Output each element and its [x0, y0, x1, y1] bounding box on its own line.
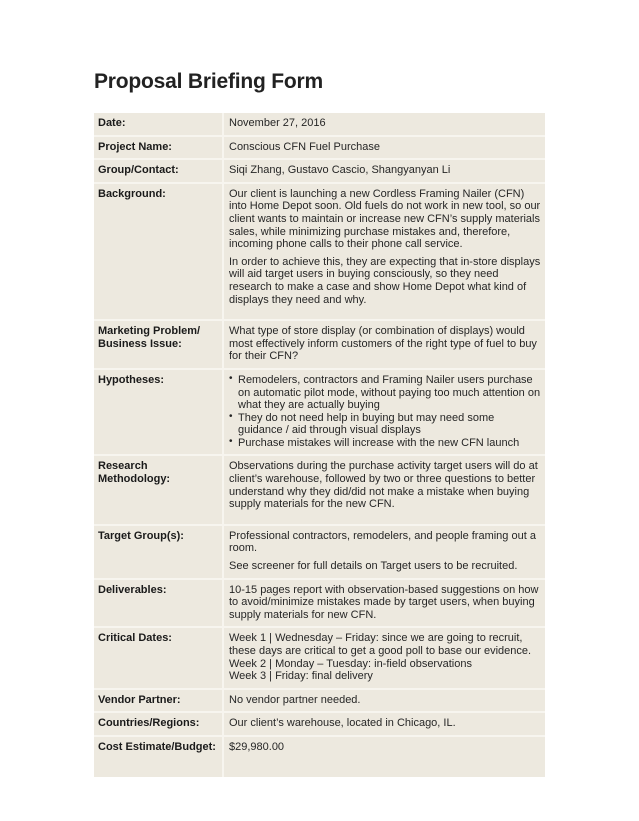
field-value-target-groups	[224, 526, 545, 580]
field-label-line: Research	[98, 460, 148, 473]
field-label: Project Name:	[94, 137, 224, 161]
table-row-critical-dates	[94, 628, 545, 689]
critical-date-line: Week 3 | Friday: final delivery	[229, 670, 373, 683]
field-label-line: Methodology:	[98, 473, 171, 486]
field-label: Date:	[94, 113, 224, 137]
field-value-deliverables: 10-15 pages report with observation-based suggestions on how to avoid/minimize mistakes made by target users, when buying supply materials for new CFN.	[224, 580, 545, 629]
table-row-hypotheses	[94, 370, 545, 457]
field-label-line: Marketing Problem/	[98, 325, 201, 338]
field-value-countries-regions: Our client’s warehouse, located in Chicago, IL.	[224, 713, 545, 737]
list-item: • Remodelers, contractors and Framing Nailer users purchase on automatic pilot mode, without paying too much attention on what they are actually buying	[229, 374, 541, 412]
field-label	[94, 456, 224, 525]
field-value-project-name: Conscious CFN Fuel Purchase	[224, 137, 545, 161]
field-value-date: November 27, 2016	[224, 113, 545, 137]
table-row-deliverables	[94, 580, 545, 629]
table-row-marketing-problem	[94, 321, 545, 370]
table-row-target-groups	[94, 526, 545, 580]
list-item: • They do not need help in buying but may need some guidance / aid through visual displays	[229, 412, 541, 437]
target-groups-paragraph: Professional contractors, remodelers, and people framing out a room.	[229, 529, 536, 555]
table-row-date	[94, 113, 545, 137]
table-row-project-name	[94, 137, 545, 161]
hypotheses-list	[229, 374, 541, 450]
field-value-background	[224, 184, 545, 321]
field-value-hypotheses	[224, 370, 545, 457]
field-label	[94, 321, 224, 370]
table-row-background	[94, 184, 545, 321]
background-paragraph: In order to achieve this, they are expecting that in-store displays will aid target users in buying consciously, so they need research to make a case and show Home Depot what kind of displays they need and why.	[229, 255, 541, 306]
field-value-critical-dates	[224, 628, 545, 689]
critical-date-line: Week 2 | Monday – Tuesday: in-field observations	[229, 657, 472, 670]
critical-date-line: Week 1 | Wednesday – Friday: since we are going to recruit, these days are critical to get a good poll to base our evidence.	[229, 632, 532, 657]
field-value-marketing-problem: What type of store display (or combination of displays) would most effectively inform customers of the right type of fuel to buy for their CFN?	[224, 321, 545, 370]
table-row-cost-estimate	[94, 737, 545, 777]
field-label-line: Business Issue:	[98, 337, 182, 350]
table-row-countries-regions	[94, 713, 545, 737]
field-value-group-contact: Siqi Zhang, Gustavo Cascio, Shangyanyan Li	[224, 160, 545, 184]
field-label: Group/Contact:	[94, 160, 224, 184]
list-item: • Purchase mistakes will increase with the new CFN launch	[229, 437, 541, 450]
field-label: Hypotheses:	[94, 370, 224, 457]
table-row-research-methodology	[94, 456, 545, 525]
page-title: Proposal Briefing Form	[94, 70, 323, 93]
field-label: Background:	[94, 184, 224, 321]
field-label: Deliverables:	[94, 580, 224, 629]
briefing-form-table	[94, 113, 545, 777]
target-groups-paragraph: See screener for full details on Target users to be recruited.	[229, 560, 518, 573]
field-label: Target Group(s):	[94, 526, 224, 580]
table-row-group-contact	[94, 160, 545, 184]
field-label: Critical Dates:	[94, 628, 224, 689]
table-row-vendor-partner	[94, 690, 545, 714]
field-value-research-methodology: Observations during the purchase activity target users will do at client’s warehouse, followed by two or three questions to better understand why they did/did not make a mistake when buying supply materials for the new CFN.	[224, 456, 545, 525]
field-label: Vendor Partner:	[94, 690, 224, 714]
field-value-vendor-partner: No vendor partner needed.	[224, 690, 545, 714]
field-label: Cost Estimate/Budget:	[94, 737, 224, 777]
field-value-cost-estimate: $29,980.00	[224, 737, 545, 777]
field-label: Countries/Regions:	[94, 713, 224, 737]
background-paragraph: Our client is launching a new Cordless Framing Nailer (CFN) into Home Depot soon. Old fuels do not work in new tool, so our client wants to maintain or increase new CFN’s supply materials sales, while minimizing purchase mistakes and, therefore, incoming phone calls to their phone call service.	[229, 187, 541, 251]
